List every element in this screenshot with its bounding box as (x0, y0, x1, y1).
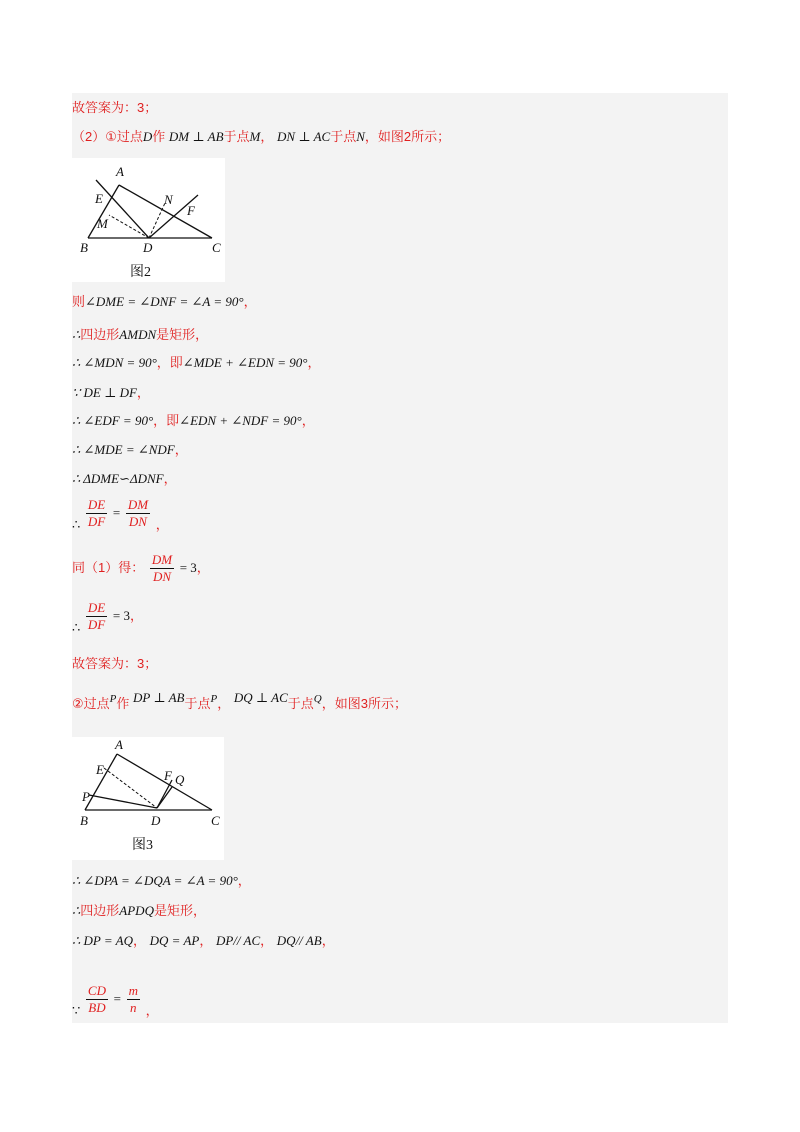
line-16: ∴四边形APDQ是矩形， (72, 903, 206, 918)
label-B: B (80, 813, 88, 828)
label-Q: Q (175, 772, 185, 787)
label-A: A (116, 164, 124, 179)
line-5: ∴ ∠MDN = 90°，即∠MDE + ∠EDN = 90°， (72, 355, 321, 370)
label-N: N (164, 192, 173, 207)
answer-line-1: 故答案为：3； (72, 100, 158, 115)
figure-3 (72, 737, 224, 860)
line-17: ∴ DP = AQ， DQ = AP， DP// AC， DQ// AB， (72, 933, 335, 948)
line-6: ∵ DE ⊥ DF， (72, 385, 150, 400)
label-D: D (151, 813, 161, 828)
label-E: E (96, 762, 104, 777)
line-11: 同（1）得： $\frac{DM}{DN}$ = 3， (72, 552, 210, 584)
line-9: ∴ ΔDME∽ΔDNF， (72, 471, 177, 486)
answer-line-2: 故答案为：3； (72, 656, 158, 671)
line-4: ∴四边形AMDN是矩形， (72, 327, 209, 342)
label-A: A (115, 737, 123, 752)
label-C: C (211, 813, 220, 828)
step-2-1-line: （2）①过点D作 DM ⊥ AB于点M， DN ⊥ AC于点N，如图2所示； (72, 129, 451, 144)
figure-2-caption: 图2 (130, 265, 151, 280)
label-B: B (80, 240, 88, 255)
figure-3-caption: 图3 (132, 838, 153, 853)
step-2-2-line: ②过点$^P$作 DP ⊥ AB于点$^P$， DQ ⊥ AC于点$^Q$，如图3所示； (72, 690, 407, 711)
line-15: ∴ ∠DPA = ∠DQA = ∠A = 90°， (72, 873, 251, 888)
line-8: ∴ ∠MDE = ∠NDF， (72, 442, 188, 457)
line-10: ∴ $\frac{DE}{DF}$ = $\frac{DM}{DN}$ ， (72, 497, 169, 532)
label-D: D (143, 240, 153, 255)
label-P: P (82, 789, 90, 804)
label-F: F (187, 203, 195, 218)
line-18: ∵ $\frac{CD}{BD}$ = $\frac{m}{n}$ ， (72, 983, 159, 1018)
line-7: ∴ ∠EDF = 90°，即∠EDN + ∠NDF = 90°， (72, 413, 315, 428)
figure-2 (72, 158, 225, 282)
label-E: E (95, 191, 103, 206)
line-12: ∴ $\frac{DE}{DF}$ = 3， (72, 600, 143, 635)
label-F: F (164, 768, 172, 783)
label-M: M (97, 216, 108, 231)
line-3: 则∠DME = ∠DNF = ∠A = 90°， (72, 294, 257, 309)
label-C: C (212, 240, 221, 255)
